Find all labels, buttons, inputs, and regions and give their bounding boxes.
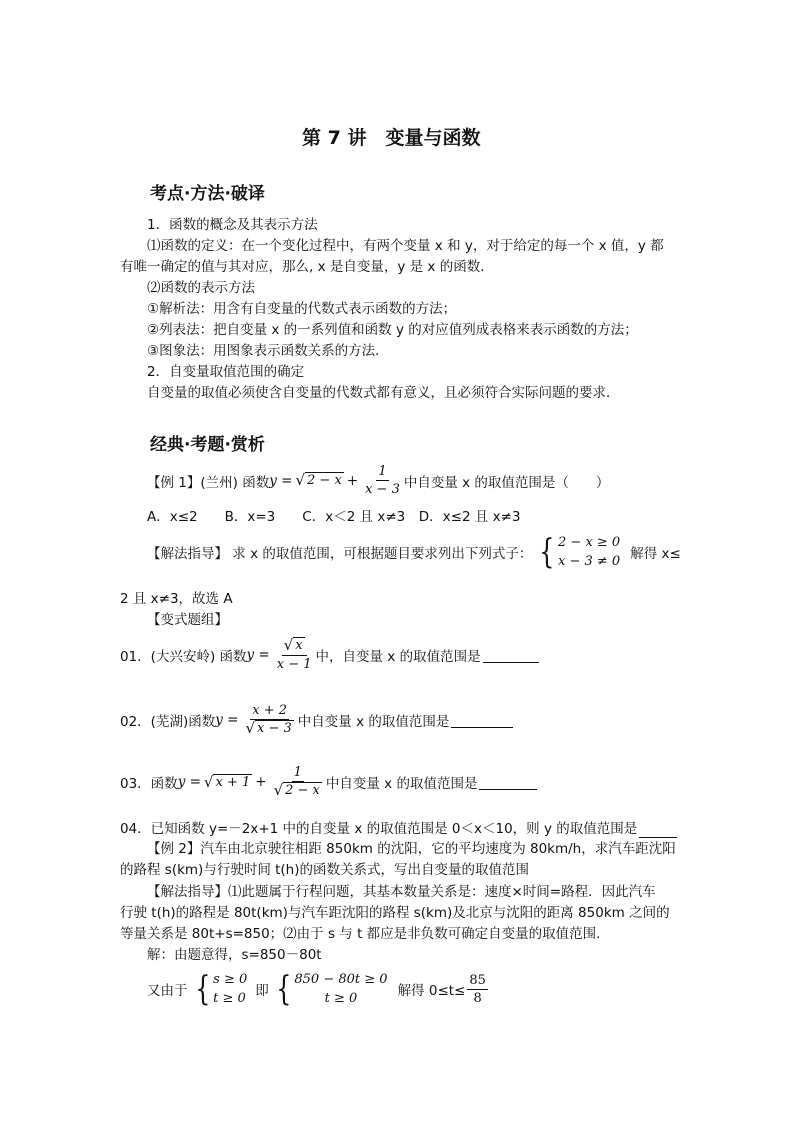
function-y: y = [177, 774, 201, 790]
fraction [243, 702, 295, 738]
left-brace-icon: { [539, 532, 555, 572]
fraction-numerator: 1 [293, 765, 302, 780]
text-line: ⑵函数的表示方法 [147, 280, 255, 296]
inequality-system [536, 533, 620, 571]
question-03-prefix: 03．函数 [120, 776, 178, 792]
question-01 [120, 637, 539, 673]
system-row: 850 − 80t ≥ 0 [294, 972, 388, 987]
function-y: y = [246, 647, 270, 663]
hint-1-continuation: 2 且 x≠3，故选 A [120, 591, 233, 607]
system-row: x − 3 ≠ 0 [558, 554, 621, 569]
system-row: s ≥ 0 [213, 972, 248, 987]
example-2-line: 【例 2】汽车由北京驶往相距 850km 的沈阳，它的平均速度为 80km/h，求汽车距沈阳 [147, 841, 676, 857]
left-brace-icon: { [275, 969, 292, 1009]
question-02-suffix: 中自变量 x 的取值范围是 [297, 714, 450, 730]
section-heading-key-points: 考点·方法·破译 [150, 184, 265, 204]
inequality-system [273, 970, 388, 1008]
question-03 [120, 764, 537, 800]
fraction-numerator: x + 2 [252, 703, 287, 718]
sqrt-icon: √ [295, 471, 306, 489]
fraction [272, 764, 324, 800]
example-1-prefix: 【例 1】(兰州) 函数 [147, 474, 270, 491]
plus-sign: + [255, 774, 267, 790]
radicand: x + 1 [215, 774, 251, 790]
fraction-denominator: 8 [473, 990, 482, 1006]
sqrt-expression [284, 637, 305, 654]
radicand: x − 3 [257, 721, 292, 736]
sqrt-icon: √ [203, 772, 214, 791]
fraction-numerator: 1 [378, 464, 387, 479]
sqrt-expression [274, 782, 322, 799]
page-title: 第 7 讲 变量与函数 [302, 127, 481, 149]
text-line: ②列表法：把自变量 x 的一系列值和函数 y 的对应值列成表格来表示函数的方法； [147, 322, 638, 338]
fraction-denominator [243, 720, 295, 738]
question-03-suffix: 中自变量 x 的取值范围是 [325, 776, 478, 792]
answer-blank[interactable] [639, 823, 677, 838]
question-01-prefix: 01．(大兴安岭) 函数 [120, 649, 247, 665]
plus-sign: + [346, 472, 359, 489]
solution-ji: 即 [255, 983, 269, 999]
solution-systems [147, 970, 490, 1008]
text-line: ①解析法：用含有自变量的代数式表示函数的方法； [147, 301, 457, 317]
radicand: 2 − x [285, 783, 320, 798]
fraction [467, 972, 488, 1007]
fraction-numerator: 85 [469, 972, 486, 988]
left-brace-icon: { [194, 969, 210, 1009]
text-line: ⑴函数的定义：在一个变化过程中，有两个变量 x 和 y，对于给定的每一个 x 值，y 都 [147, 238, 664, 254]
sqrt-expression [295, 472, 343, 489]
fraction-denominator: x − 1 [276, 657, 312, 672]
fraction-denominator: x − 3 [365, 482, 400, 497]
text-line: 1．函数的概念及其表示方法 [147, 217, 318, 233]
answer-blank[interactable] [483, 648, 539, 663]
solution-youyu: 又由于 [147, 983, 188, 999]
question-04 [120, 820, 677, 838]
solution-jiede: 解得 0≤t≤ [397, 983, 466, 999]
hint-2-line: 【解法指导】⑴此题属于行程问题，其基本数量关系是：速度×时间=路程．因此汽车 [147, 884, 656, 900]
example-1-suffix: 中自变量 x 的取值范围是（ ） [403, 474, 610, 491]
example-1-question [147, 463, 609, 498]
function-y: y = [215, 712, 239, 728]
radicand: x [295, 638, 303, 653]
function-y: y = [269, 472, 293, 489]
example-2-line: 的路程 s(km)与行驶时间 t(h)的函数关系式，写出自变量的取值范围 [120, 862, 530, 878]
system-row: 2 − x ≥ 0 [558, 535, 621, 550]
text-line: ③图象法：用图象表示函数关系的方法． [147, 343, 389, 359]
text-line: 自变量的取值必须使含自变量的代数式都有意义，且必须符合实际问题的要求． [147, 385, 620, 401]
radicand: 2 − x [307, 473, 342, 488]
question-02 [120, 702, 513, 738]
inequality-system [192, 970, 248, 1008]
variant-heading: 【变式题组】 [147, 612, 228, 628]
sqrt-icon: √ [283, 636, 294, 654]
answer-blank[interactable] [479, 775, 537, 790]
hint-2-line: 行驶 t(h)的路程是 80t(km)与汽车距沈阳的路程 s(km)及北京与沈阳的距离 850km 之间的 [120, 905, 670, 921]
hint-1-prefix: 【解法指导】 求 x 的取值范围，可根据题目要求列出下列式子： [147, 546, 533, 562]
hint-1 [147, 533, 681, 571]
sqrt-icon: √ [273, 781, 284, 799]
text-line: 有唯一确定的值与其对应，那么, x 是自变量，y 是 x 的函数． [120, 259, 494, 275]
hint-1-suffix: 解得 x≤ [630, 546, 681, 562]
sqrt-expression [204, 774, 252, 791]
question-02-prefix: 02．(芜湖)函数 [120, 714, 216, 730]
system-row: t ≥ 0 [324, 991, 358, 1006]
question-01-suffix: 中，自变量 x 的取值范围是 [315, 649, 481, 665]
system-row: t ≥ 0 [213, 991, 246, 1006]
hint-2-line: 等量关系是 80t+s=850；⑵由于 s 与 t 都应是非负数可确定自变量的取值范围． [120, 926, 610, 942]
sqrt-expression [245, 720, 293, 737]
section-heading-classic-problems: 经典·考题·赏析 [150, 435, 265, 455]
fraction [275, 637, 314, 673]
fraction [363, 463, 402, 498]
answer-blank[interactable] [451, 713, 513, 728]
text-line: 2．自变量取值范围的确定 [147, 364, 305, 380]
solution-line: 解：由题意得，s=850－80t [147, 947, 322, 963]
example-1-options: A．x≤2 B．x=3 C．x＜2 且 x≠3 D．x≤2 且 x≠3 [147, 509, 521, 525]
sqrt-icon: √ [245, 719, 256, 737]
question-04-text: 04．已知函数 y=－2x+1 中的自变量 x 的取值范围是 0＜x＜10，则 y 的取值范围是 [120, 821, 638, 837]
fraction-numerator [282, 637, 307, 656]
fraction-denominator [272, 782, 324, 800]
